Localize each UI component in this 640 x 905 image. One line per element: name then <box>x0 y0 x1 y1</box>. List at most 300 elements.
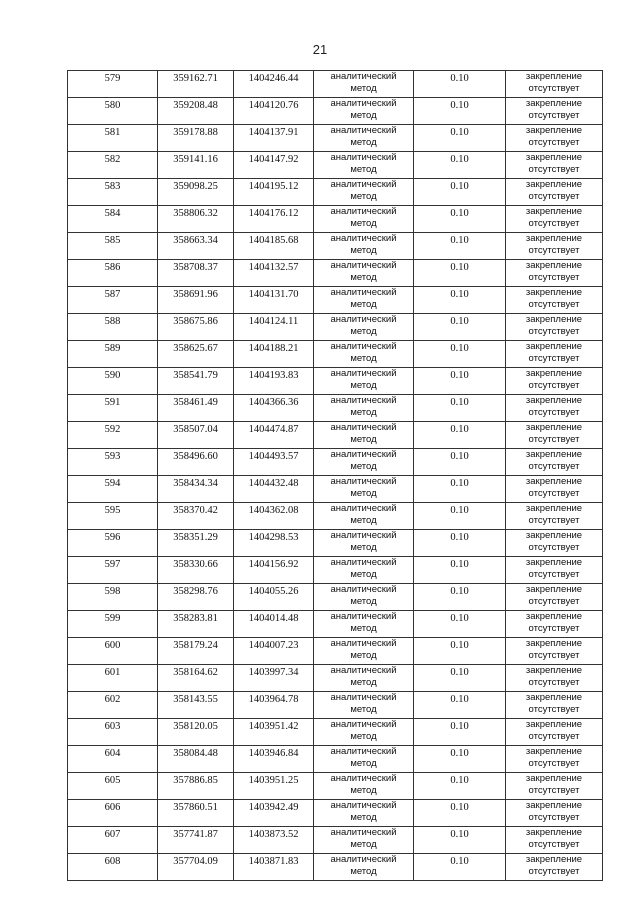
method-line-1: аналитический <box>330 503 397 514</box>
method-line-2: метод <box>350 434 377 445</box>
point-number-cell: 590 <box>68 368 158 395</box>
method-line-1: аналитический <box>330 341 397 352</box>
fixation-cell <box>506 854 603 881</box>
point-number-cell: 583 <box>68 179 158 206</box>
method-line-2: метод <box>350 461 377 472</box>
fixation-line-1: закрепление <box>525 800 583 811</box>
y-coordinate-cell: 1404120.76 <box>234 98 314 125</box>
point-number-cell: 587 <box>68 287 158 314</box>
y-coordinate-cell: 1404131.70 <box>234 287 314 314</box>
x-coordinate-cell: 359098.25 <box>158 179 234 206</box>
x-coordinate-cell: 358351.29 <box>158 530 234 557</box>
method-line-1: аналитический <box>330 368 397 379</box>
method-line-1: аналитический <box>330 746 397 757</box>
point-number-cell: 605 <box>68 773 158 800</box>
fixation-line-2: отсутствует <box>528 380 580 391</box>
coordinates-table-body <box>68 71 603 881</box>
method-cell <box>314 152 414 179</box>
fixation-line-2: отсутствует <box>528 164 580 175</box>
fixation-cell <box>506 449 603 476</box>
accuracy-cell: 0.10 <box>414 827 506 854</box>
point-number-cell: 588 <box>68 314 158 341</box>
method-cell <box>314 260 414 287</box>
y-coordinate-cell: 1404185.68 <box>234 233 314 260</box>
x-coordinate-cell: 358708.37 <box>158 260 234 287</box>
method-line-1: аналитический <box>330 449 397 460</box>
point-number-cell: 602 <box>68 692 158 719</box>
accuracy-cell: 0.10 <box>414 422 506 449</box>
x-coordinate-cell: 357860.51 <box>158 800 234 827</box>
table-row <box>68 233 603 260</box>
y-coordinate-cell: 1404007.23 <box>234 638 314 665</box>
table-row <box>68 422 603 449</box>
method-line-1: аналитический <box>330 98 397 109</box>
method-line-2: метод <box>350 110 377 121</box>
x-coordinate-cell: 358461.49 <box>158 395 234 422</box>
fixation-line-1: закрепление <box>525 746 583 757</box>
fixation-line-1: закрепление <box>525 152 583 163</box>
method-line-1: аналитический <box>330 854 397 865</box>
x-coordinate-cell: 358496.60 <box>158 449 234 476</box>
accuracy-cell: 0.10 <box>414 557 506 584</box>
y-coordinate-cell: 1404195.12 <box>234 179 314 206</box>
method-cell <box>314 584 414 611</box>
method-line-2: метод <box>350 731 377 742</box>
fixation-line-1: закрепление <box>525 692 583 703</box>
table-row <box>68 611 603 638</box>
method-line-2: метод <box>350 83 377 94</box>
method-line-2: метод <box>350 542 377 553</box>
method-line-2: метод <box>350 164 377 175</box>
accuracy-cell: 0.10 <box>414 611 506 638</box>
accuracy-cell: 0.10 <box>414 125 506 152</box>
x-coordinate-cell: 358691.96 <box>158 287 234 314</box>
fixation-line-2: отсутствует <box>528 272 580 283</box>
fixation-cell <box>506 314 603 341</box>
fixation-cell <box>506 125 603 152</box>
table-row <box>68 341 603 368</box>
coordinates-table <box>67 70 603 881</box>
method-line-1: аналитический <box>330 422 397 433</box>
method-line-1: аналитический <box>330 233 397 244</box>
fixation-cell <box>506 422 603 449</box>
fixation-line-2: отсутствует <box>528 245 580 256</box>
table-row <box>68 395 603 422</box>
method-line-1: аналитический <box>330 287 397 298</box>
fixation-line-1: закрепление <box>525 98 583 109</box>
point-number-cell: 579 <box>68 71 158 98</box>
fixation-line-2: отсутствует <box>528 704 580 715</box>
y-coordinate-cell: 1403946.84 <box>234 746 314 773</box>
method-cell <box>314 368 414 395</box>
table-row <box>68 98 603 125</box>
accuracy-cell: 0.10 <box>414 530 506 557</box>
method-line-1: аналитический <box>330 314 397 325</box>
method-cell <box>314 557 414 584</box>
method-cell <box>314 854 414 881</box>
method-line-1: аналитический <box>330 179 397 190</box>
table-row <box>68 530 603 557</box>
point-number-cell: 584 <box>68 206 158 233</box>
fixation-line-1: закрепление <box>525 233 583 244</box>
table-row <box>68 854 603 881</box>
point-number-cell: 582 <box>68 152 158 179</box>
method-cell <box>314 773 414 800</box>
fixation-cell <box>506 611 603 638</box>
table-row <box>68 503 603 530</box>
method-cell <box>314 503 414 530</box>
method-line-1: аналитический <box>330 206 397 217</box>
x-coordinate-cell: 358675.86 <box>158 314 234 341</box>
x-coordinate-cell: 359208.48 <box>158 98 234 125</box>
y-coordinate-cell: 1404298.53 <box>234 530 314 557</box>
fixation-line-2: отсутствует <box>528 569 580 580</box>
fixation-cell <box>506 395 603 422</box>
fixation-line-1: закрепление <box>525 530 583 541</box>
fixation-line-2: отсутствует <box>528 218 580 229</box>
fixation-cell <box>506 476 603 503</box>
method-line-1: аналитический <box>330 557 397 568</box>
method-cell <box>314 719 414 746</box>
accuracy-cell: 0.10 <box>414 206 506 233</box>
method-line-2: метод <box>350 380 377 391</box>
method-line-2: метод <box>350 839 377 850</box>
fixation-line-2: отсутствует <box>528 461 580 472</box>
y-coordinate-cell: 1403951.42 <box>234 719 314 746</box>
x-coordinate-cell: 358164.62 <box>158 665 234 692</box>
accuracy-cell: 0.10 <box>414 476 506 503</box>
table-row <box>68 800 603 827</box>
accuracy-cell: 0.10 <box>414 260 506 287</box>
fixation-line-1: закрепление <box>525 341 583 352</box>
method-cell <box>314 98 414 125</box>
fixation-line-2: отсутствует <box>528 785 580 796</box>
y-coordinate-cell: 1404193.83 <box>234 368 314 395</box>
y-coordinate-cell: 1404246.44 <box>234 71 314 98</box>
table-row <box>68 638 603 665</box>
method-line-2: метод <box>350 353 377 364</box>
fixation-line-2: отсутствует <box>528 326 580 337</box>
point-number-cell: 604 <box>68 746 158 773</box>
fixation-line-2: отсутствует <box>528 596 580 607</box>
method-line-2: метод <box>350 488 377 499</box>
fixation-cell <box>506 719 603 746</box>
fixation-line-2: отсутствует <box>528 434 580 445</box>
method-line-1: аналитический <box>330 800 397 811</box>
y-coordinate-cell: 1403951.25 <box>234 773 314 800</box>
fixation-line-2: отсутствует <box>528 677 580 688</box>
table-row <box>68 206 603 233</box>
point-number-cell: 596 <box>68 530 158 557</box>
accuracy-cell: 0.10 <box>414 773 506 800</box>
fixation-cell <box>506 638 603 665</box>
x-coordinate-cell: 359162.71 <box>158 71 234 98</box>
fixation-line-1: закрепление <box>525 449 583 460</box>
fixation-line-1: закрепление <box>525 206 583 217</box>
fixation-line-1: закрепление <box>525 665 583 676</box>
fixation-cell <box>506 98 603 125</box>
table-row <box>68 368 603 395</box>
fixation-line-1: закрепление <box>525 611 583 622</box>
method-line-1: аналитический <box>330 71 397 82</box>
table-row <box>68 557 603 584</box>
point-number-cell: 598 <box>68 584 158 611</box>
point-number-cell: 589 <box>68 341 158 368</box>
method-line-2: метод <box>350 245 377 256</box>
fixation-line-1: закрепление <box>525 827 583 838</box>
accuracy-cell: 0.10 <box>414 746 506 773</box>
fixation-line-1: закрепление <box>525 395 583 406</box>
y-coordinate-cell: 1404474.87 <box>234 422 314 449</box>
y-coordinate-cell: 1404132.57 <box>234 260 314 287</box>
point-number-cell: 595 <box>68 503 158 530</box>
point-number-cell: 594 <box>68 476 158 503</box>
fixation-line-2: отсутствует <box>528 623 580 634</box>
y-coordinate-cell: 1403873.52 <box>234 827 314 854</box>
accuracy-cell: 0.10 <box>414 152 506 179</box>
method-line-1: аналитический <box>330 692 397 703</box>
fixation-cell <box>506 692 603 719</box>
x-coordinate-cell: 358330.66 <box>158 557 234 584</box>
method-cell <box>314 746 414 773</box>
accuracy-cell: 0.10 <box>414 368 506 395</box>
y-coordinate-cell: 1404366.36 <box>234 395 314 422</box>
accuracy-cell: 0.10 <box>414 854 506 881</box>
table-row <box>68 692 603 719</box>
method-line-2: метод <box>350 326 377 337</box>
table-row <box>68 746 603 773</box>
fixation-cell <box>506 530 603 557</box>
fixation-line-1: закрепление <box>525 854 583 865</box>
method-cell <box>314 827 414 854</box>
method-cell <box>314 800 414 827</box>
y-coordinate-cell: 1404137.91 <box>234 125 314 152</box>
table-row <box>68 125 603 152</box>
fixation-line-2: отсутствует <box>528 758 580 769</box>
y-coordinate-cell: 1404156.92 <box>234 557 314 584</box>
fixation-line-2: отсутствует <box>528 731 580 742</box>
fixation-cell <box>506 260 603 287</box>
fixation-cell <box>506 557 603 584</box>
method-line-1: аналитический <box>330 125 397 136</box>
fixation-line-1: закрепление <box>525 314 583 325</box>
point-number-cell: 597 <box>68 557 158 584</box>
table-row <box>68 773 603 800</box>
x-coordinate-cell: 358143.55 <box>158 692 234 719</box>
point-number-cell: 591 <box>68 395 158 422</box>
y-coordinate-cell: 1403942.49 <box>234 800 314 827</box>
accuracy-cell: 0.10 <box>414 179 506 206</box>
point-number-cell: 585 <box>68 233 158 260</box>
method-line-2: метод <box>350 569 377 580</box>
y-coordinate-cell: 1403997.34 <box>234 665 314 692</box>
fixation-cell <box>506 71 603 98</box>
fixation-cell <box>506 206 603 233</box>
accuracy-cell: 0.10 <box>414 503 506 530</box>
y-coordinate-cell: 1404362.08 <box>234 503 314 530</box>
fixation-line-1: закрепление <box>525 368 583 379</box>
table-row <box>68 179 603 206</box>
method-line-2: метод <box>350 218 377 229</box>
fixation-cell <box>506 773 603 800</box>
x-coordinate-cell: 358625.67 <box>158 341 234 368</box>
x-coordinate-cell: 357886.85 <box>158 773 234 800</box>
fixation-cell <box>506 152 603 179</box>
fixation-line-2: отсутствует <box>528 515 580 526</box>
fixation-line-1: закрепление <box>525 476 583 487</box>
y-coordinate-cell: 1404176.12 <box>234 206 314 233</box>
table-row <box>68 314 603 341</box>
method-cell <box>314 638 414 665</box>
y-coordinate-cell: 1404188.21 <box>234 341 314 368</box>
point-number-cell: 599 <box>68 611 158 638</box>
method-line-2: метод <box>350 785 377 796</box>
fixation-line-2: отсутствует <box>528 407 580 418</box>
fixation-line-2: отсутствует <box>528 299 580 310</box>
table-row <box>68 476 603 503</box>
method-cell <box>314 422 414 449</box>
method-cell <box>314 233 414 260</box>
method-line-1: аналитический <box>330 827 397 838</box>
fixation-line-1: закрепление <box>525 179 583 190</box>
method-cell <box>314 125 414 152</box>
x-coordinate-cell: 357741.87 <box>158 827 234 854</box>
fixation-line-2: отсутствует <box>528 488 580 499</box>
point-number-cell: 592 <box>68 422 158 449</box>
x-coordinate-cell: 358283.81 <box>158 611 234 638</box>
method-line-2: метод <box>350 650 377 661</box>
fixation-cell <box>506 746 603 773</box>
method-line-1: аналитический <box>330 665 397 676</box>
accuracy-cell: 0.10 <box>414 719 506 746</box>
method-cell <box>314 341 414 368</box>
method-line-2: метод <box>350 299 377 310</box>
fixation-line-2: отсутствует <box>528 191 580 202</box>
method-line-1: аналитический <box>330 773 397 784</box>
y-coordinate-cell: 1404432.48 <box>234 476 314 503</box>
method-line-2: метод <box>350 191 377 202</box>
fixation-line-1: закрепление <box>525 719 583 730</box>
method-line-2: метод <box>350 272 377 283</box>
accuracy-cell: 0.10 <box>414 395 506 422</box>
fixation-line-1: закрепление <box>525 557 583 568</box>
method-cell <box>314 530 414 557</box>
table-row <box>68 152 603 179</box>
fixation-line-1: закрепление <box>525 638 583 649</box>
fixation-line-1: закрепление <box>525 260 583 271</box>
accuracy-cell: 0.10 <box>414 584 506 611</box>
point-number-cell: 580 <box>68 98 158 125</box>
accuracy-cell: 0.10 <box>414 665 506 692</box>
x-coordinate-cell: 358507.04 <box>158 422 234 449</box>
y-coordinate-cell: 1404014.48 <box>234 611 314 638</box>
fixation-cell <box>506 368 603 395</box>
fixation-line-2: отсутствует <box>528 812 580 823</box>
accuracy-cell: 0.10 <box>414 71 506 98</box>
accuracy-cell: 0.10 <box>414 638 506 665</box>
table-row <box>68 719 603 746</box>
method-line-1: аналитический <box>330 395 397 406</box>
method-cell <box>314 665 414 692</box>
table-row <box>68 449 603 476</box>
fixation-cell <box>506 179 603 206</box>
fixation-cell <box>506 341 603 368</box>
fixation-line-2: отсутствует <box>528 83 580 94</box>
fixation-line-1: закрепление <box>525 503 583 514</box>
point-number-cell: 603 <box>68 719 158 746</box>
x-coordinate-cell: 358370.42 <box>158 503 234 530</box>
accuracy-cell: 0.10 <box>414 341 506 368</box>
x-coordinate-cell: 358806.32 <box>158 206 234 233</box>
fixation-line-2: отсутствует <box>528 137 580 148</box>
x-coordinate-cell: 358084.48 <box>158 746 234 773</box>
point-number-cell: 606 <box>68 800 158 827</box>
table-row <box>68 260 603 287</box>
method-line-1: аналитический <box>330 476 397 487</box>
x-coordinate-cell: 359178.88 <box>158 125 234 152</box>
method-line-2: метод <box>350 812 377 823</box>
accuracy-cell: 0.10 <box>414 233 506 260</box>
fixation-line-1: закрепление <box>525 584 583 595</box>
method-cell <box>314 287 414 314</box>
method-line-2: метод <box>350 623 377 634</box>
y-coordinate-cell: 1403871.83 <box>234 854 314 881</box>
fixation-cell <box>506 800 603 827</box>
x-coordinate-cell: 358298.76 <box>158 584 234 611</box>
fixation-line-1: закрепление <box>525 125 583 136</box>
point-number-cell: 607 <box>68 827 158 854</box>
method-line-2: метод <box>350 866 377 877</box>
method-cell <box>314 71 414 98</box>
point-number-cell: 581 <box>68 125 158 152</box>
fixation-cell <box>506 584 603 611</box>
x-coordinate-cell: 358434.34 <box>158 476 234 503</box>
x-coordinate-cell: 357704.09 <box>158 854 234 881</box>
accuracy-cell: 0.10 <box>414 449 506 476</box>
method-line-2: метод <box>350 704 377 715</box>
fixation-cell <box>506 233 603 260</box>
method-line-1: аналитический <box>330 638 397 649</box>
method-cell <box>314 206 414 233</box>
point-number-cell: 593 <box>68 449 158 476</box>
x-coordinate-cell: 359141.16 <box>158 152 234 179</box>
accuracy-cell: 0.10 <box>414 314 506 341</box>
fixation-cell <box>506 827 603 854</box>
method-cell <box>314 476 414 503</box>
method-line-2: метод <box>350 758 377 769</box>
fixation-line-1: закрепление <box>525 71 583 82</box>
method-line-1: аналитический <box>330 530 397 541</box>
table-row <box>68 71 603 98</box>
method-line-1: аналитический <box>330 719 397 730</box>
method-cell <box>314 314 414 341</box>
x-coordinate-cell: 358541.79 <box>158 368 234 395</box>
fixation-line-2: отсутствует <box>528 110 580 121</box>
point-number-cell: 600 <box>68 638 158 665</box>
method-cell <box>314 179 414 206</box>
y-coordinate-cell: 1404124.11 <box>234 314 314 341</box>
point-number-cell: 608 <box>68 854 158 881</box>
accuracy-cell: 0.10 <box>414 800 506 827</box>
method-line-1: аналитический <box>330 584 397 595</box>
point-number-cell: 601 <box>68 665 158 692</box>
table-row <box>68 665 603 692</box>
method-cell <box>314 395 414 422</box>
fixation-line-1: закрепление <box>525 773 583 784</box>
fixation-cell <box>506 503 603 530</box>
y-coordinate-cell: 1404055.26 <box>234 584 314 611</box>
method-cell <box>314 449 414 476</box>
